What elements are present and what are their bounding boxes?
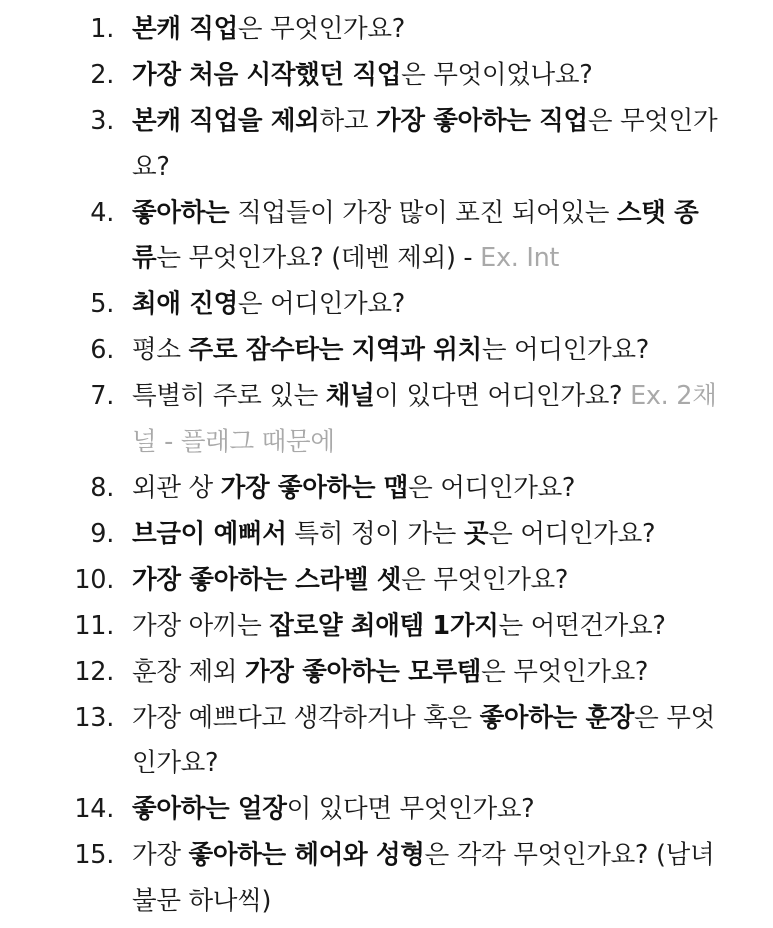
emphasis-text: 가장 좋아하는 스라벨 셋: [132, 564, 402, 595]
emphasis-text: 가장 좋아하는 직업: [375, 106, 588, 136]
question-segment: 은 무엇인가요?: [237, 14, 405, 44]
question-segment: 이 있다면 어디인가요?: [374, 381, 631, 411]
question-item: [0, 833, 773, 924]
question-text: [132, 14, 405, 44]
emphasis-text: 주로 잠수타는 지역과 위치: [188, 335, 482, 365]
emphasis-text: 곳: [463, 518, 489, 549]
question-segment: 는 어디인가요?: [481, 335, 649, 365]
question-segment: 는 어떤건가요?: [498, 610, 666, 641]
question-segment: 은 어디인가요?: [408, 472, 576, 503]
question-number: 3.: [90, 106, 114, 136]
emphasis-text: 좋아하는 훈장: [479, 702, 635, 733]
question-text: [132, 289, 405, 319]
question-segment: 은 무엇인가요?: [132, 106, 718, 182]
question-text: [132, 794, 534, 824]
question-segment: 은 어디인가요?: [237, 289, 405, 319]
question-text: [132, 198, 698, 274]
question-item: [0, 53, 773, 99]
question-segment: 하고: [319, 106, 376, 136]
question-segment: 가장: [132, 840, 189, 870]
question-number: 12.: [74, 656, 114, 687]
question-segment: 훈장 제외: [132, 656, 245, 687]
question-segment: 특별히 주로 있는: [132, 381, 326, 411]
question-item: [0, 696, 773, 787]
question-item: [0, 328, 773, 374]
question-number: 2.: [90, 60, 114, 90]
question-segment: 이 있다면 무엇인가요?: [286, 794, 535, 824]
question-item: [0, 466, 773, 512]
emphasis-text: 최애 진영: [132, 289, 238, 319]
question-segment: 가장 아끼는: [132, 610, 270, 641]
question-item: [0, 99, 773, 190]
question-number: 8.: [90, 472, 114, 503]
emphasis-text: 좋아하는 얼장: [132, 794, 287, 824]
question-number: 9.: [90, 518, 114, 549]
question-number: 4.: [90, 197, 114, 228]
question-item: [0, 7, 773, 53]
question-text: [132, 106, 717, 182]
question-text: [132, 60, 592, 90]
emphasis-text: 브금이 예뻐서: [132, 518, 287, 549]
question-segment: 평소: [132, 335, 189, 365]
question-segment: 특히 정이 가는: [286, 518, 464, 549]
question-item: [0, 374, 773, 465]
question-segment: 은 무엇이었나요?: [401, 60, 593, 90]
question-segment: 은 무엇인가요?: [132, 702, 715, 778]
question-text: [132, 840, 714, 916]
question-number: 6.: [90, 335, 114, 365]
emphasis-text: 가장 처음 시작했던 직업: [132, 60, 402, 90]
question-list: [0, 7, 773, 924]
question-segment: 은 어디인가요?: [488, 518, 656, 549]
emphasis-text: 본캐 직업: [132, 14, 238, 44]
question-number: 11.: [74, 610, 114, 641]
question-item: [0, 604, 773, 650]
emphasis-text: 좋아하는: [132, 197, 230, 228]
question-number: 15.: [74, 840, 114, 870]
question-number: 1.: [90, 14, 114, 44]
emphasis-text: 좋아하는 헤어와 성형: [188, 840, 425, 870]
question-segment: 는 무엇인가요? (데벤 제외) -: [156, 243, 481, 273]
question-segment: 은 각각 무엇인가요? (남녀불문 하나씩): [132, 840, 715, 916]
question-number: 13.: [74, 702, 114, 733]
question-item: [0, 787, 773, 833]
question-number: 14.: [74, 794, 114, 824]
question-text: [132, 657, 648, 687]
question-text: [132, 335, 649, 365]
question-number: 5.: [90, 289, 114, 319]
question-number: 7.: [90, 381, 114, 411]
emphasis-text: 잡로얄 최애템 1가지: [269, 610, 499, 641]
question-segment: 은 무엇인가요?: [481, 656, 649, 687]
question-text: [132, 473, 575, 503]
emphasis-text: 본캐 직업을 제외: [132, 106, 320, 136]
question-text: [132, 519, 655, 549]
question-text: [132, 611, 666, 641]
question-text: [132, 703, 715, 779]
question-segment: 가장 예쁘다고 생각하거나 혹은: [132, 702, 480, 733]
emphasis-text: 채널: [325, 381, 375, 411]
emphasis-text: 가장 좋아하는 맵: [220, 472, 409, 503]
question-segment: 직업들이 가장 많이 포진 되어있는: [229, 197, 617, 228]
emphasis-text: 가장 좋아하는 모루템: [244, 656, 482, 687]
question-item: [0, 282, 773, 328]
question-item: [0, 650, 773, 696]
question-item: [0, 512, 773, 558]
emphasis-text: 스탯 종류: [132, 197, 699, 273]
example-note: Ex. Int: [480, 243, 560, 273]
question-item: [0, 191, 773, 282]
question-segment: 은 무엇인가요?: [401, 564, 569, 595]
example-note: Ex. 2채널 - 플래그 때문에: [132, 381, 717, 457]
question-number: 10.: [74, 564, 114, 595]
question-text: [132, 381, 717, 457]
question-item: [0, 558, 773, 604]
question-segment: 외관 상: [132, 472, 221, 503]
question-text: [132, 565, 568, 595]
